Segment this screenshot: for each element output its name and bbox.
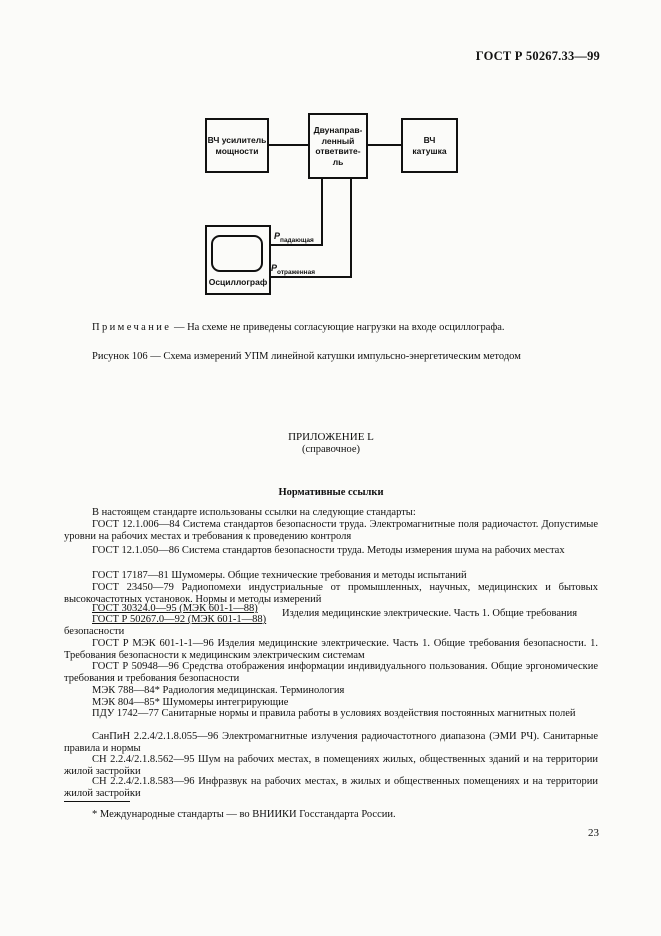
reference-item: СН 2.2.4/2.1.8.583—96 Инфразвук на рабочих местах, в жилых и общественных помещениях и на территории жилой застройки bbox=[64, 776, 598, 799]
signal-forward-label: $P_{падающая}$ bbox=[274, 231, 314, 244]
reference-item: МЭК 804—85* Шумомеры интегрирующие bbox=[92, 697, 289, 708]
signal-reflected-label: $P_{отраженная}$ bbox=[271, 263, 315, 276]
reference-item: ГОСТ 23450—79 Радиопомехи индустриальные от промышленных, научных, медицинских и бытовых высокочастотных установок. Нормы и методы измерений bbox=[64, 582, 598, 605]
reference-code: ГОСТ Р 50267.0—92 (МЭК 601-1—88) bbox=[92, 614, 267, 625]
reference-item-group bbox=[92, 603, 266, 625]
directional-coupler-block: Двунаправ- ленный ответвите- ль bbox=[308, 113, 368, 179]
reference-item: ГОСТ 12.1.050—86 Система стандартов безопасности труда. Методы измерения шума на рабочих местах bbox=[92, 545, 565, 556]
oscilloscope-label: Осциллограф bbox=[208, 277, 268, 287]
rf-coil-block: ВЧ катушка bbox=[401, 118, 458, 173]
appendix-subtitle: (справочное) bbox=[302, 444, 360, 455]
appendix-title: ПРИЛОЖЕНИЕ L bbox=[288, 431, 374, 443]
note-text: — На схеме не приведены согласующие нагрузки на входе осциллографа. bbox=[171, 322, 505, 333]
figure-note bbox=[92, 322, 505, 335]
oscilloscope-screen-icon bbox=[211, 235, 263, 272]
reference-title-tail: безопасности bbox=[64, 626, 125, 637]
wire-forward-vertical bbox=[321, 179, 323, 246]
document-standard-number: ГОСТ Р 50267.33—99 bbox=[475, 49, 600, 63]
wire-amp-coupler bbox=[269, 144, 308, 146]
wire-reflected-horizontal bbox=[271, 276, 352, 278]
reference-item: ПДУ 1742—77 Санитарные нормы и правила работы в условиях воздействия постоянных магнитных полей bbox=[92, 708, 576, 719]
reference-item: ГОСТ Р МЭК 601-1-1—96 Изделия медицинские электрические. Часть 1. Общие требования безопасности. 1. Требования безопасности к медицинским электрическим системам bbox=[64, 638, 598, 661]
reference-item: ГОСТ 17187—81 Шумомеры. Общие технические требования и методы испытаний bbox=[92, 570, 467, 581]
reference-item: МЭК 788—84* Радиология медицинская. Терминология bbox=[92, 685, 345, 696]
wire-reflected-vertical bbox=[350, 179, 352, 278]
appendix-heading: Нормативные ссылки bbox=[278, 487, 384, 498]
reference-item: ГОСТ 12.1.006—84 Система стандартов безопасности труда. Электромагнитные поля радиочастот. Допустимые уровни на рабочих местах и требования к проведению контроля bbox=[64, 519, 598, 542]
wire-forward-horizontal bbox=[271, 244, 323, 246]
reference-code: ГОСТ 30324.0—95 (МЭК 601-1—88) bbox=[92, 603, 258, 614]
figure-caption: Рисунок 106 — Схема измерений УПМ линейной катушки импульсно-энергетическим методом bbox=[92, 351, 521, 362]
reference-item: СН 2.2.4/2.1.8.562—95 Шум на рабочих местах, в помещениях жилых, общественных зданий и на территории жилой застройки bbox=[64, 754, 598, 777]
footnote: * Международные стандарты — во ВНИИКИ Госстандарта России. bbox=[92, 809, 396, 820]
wire-coupler-coil bbox=[368, 144, 401, 146]
footnote-divider bbox=[64, 801, 130, 802]
page-number: 23 bbox=[588, 827, 599, 839]
note-label: Примечание bbox=[92, 322, 172, 333]
reference-item: ГОСТ Р 50948—96 Средства отображения информации индивидуального пользования. Общие эргономические требования и требования безопасности bbox=[64, 661, 598, 684]
reference-item: СанПиН 2.2.4/2.1.8.055—96 Электромагнитные излучения радиочастотного диапазона (ЭМИ РЧ). Санитарные правила и нормы bbox=[64, 731, 598, 754]
references-intro: В настоящем стандарте использованы ссылки на следующие стандарты: bbox=[92, 507, 416, 518]
rf-amplifier-block: ВЧ усилитель мощности bbox=[205, 118, 269, 173]
reference-title: Изделия медицинские электрические. Часть 1. Общие требования bbox=[282, 608, 578, 619]
